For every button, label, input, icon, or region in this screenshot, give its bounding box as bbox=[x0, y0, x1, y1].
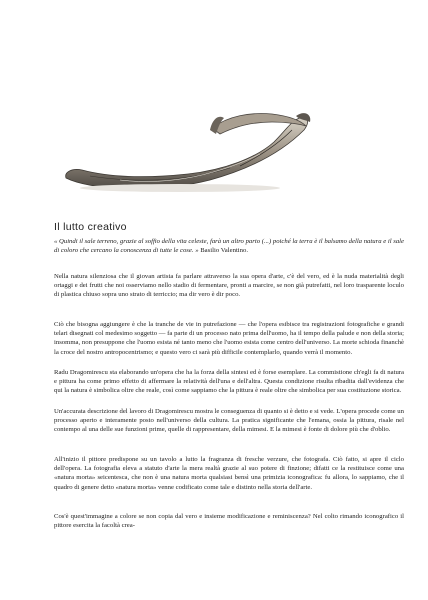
paragraph-6: Cos'è quest'immagine a colore se non copia dal vero e insieme modificazione e reminiscenza? Nel colto rimando iconografico il pittore esercita la facoltà crea- bbox=[54, 513, 404, 530]
paragraph-2: Ciò che bisogna aggiungere è che la tranche de vie in putrefazione — che l'opera esibisce tra registrazioni fotografiche e grandi telari disegnati col medesimo soggetto — fa parte di un processo nato prima dell'uomo, ha il tempo della palude e non della storia; insomma, non presuppone che l'uomo esista né tanto meno che l'uomo esista come centro dell'universo. La morte schioda financhè la croce del nostro antropocentrismo; e questo vero ci sarà più difficile contemplarlo, quando verrà il momento. bbox=[54, 321, 404, 356]
section-title: Il lutto creativo bbox=[54, 221, 127, 233]
paragraph-4: Un'accurata descrizione del lavoro di Dragomirescu mostra le conseguenza di quanto si è detto e si vede. L'opera procede come un processo aperto e interamente posto nell'universo della cultura. La pratica significante che l'emana, ossia la pittura, risale nel contempo al una delle sue funzioni prime, quelle di rappresentare, della mimesi. E la mimesi è fonte di dolore più che d'oblio. bbox=[54, 408, 404, 434]
paragraph-5: All'inizio il pittore predispone su un tavolo a lutto la fragranza di fresche verzure, che fotografa. Ciò fatto, si apre il ciclo dell'opera. La fotografia eleva a statuto d'arte la mera realtà grazie al suo potere di finzione; difatti ce la restituisce come una «natura morta» seicentesca, che non è una natura morta qualsiasi bensì una primizia iconografica: fu allora, lo sappiamo, che il quadro di genere detto «natura morta» venne codificato come tale e distinto nella storia dell'arte. bbox=[54, 456, 404, 491]
quote-text: « Quindi il sale terreno, grazie al soffio della vita celeste, farà un altro parto (...) poiché la terra è il balsamo della natura e il sale di coloro che cercano la conoscenza di tutte le cose. » bbox=[54, 238, 405, 255]
driftwood-artwork-image bbox=[60, 108, 320, 198]
epigraph-quote bbox=[54, 237, 404, 255]
quote-author: Basilio Valentino. bbox=[198, 247, 249, 255]
paragraph-3: Radu Dragomirescu sta elaborando un'opera che ha la forza della sintesi ed è forse esemplare. La commistione ch'egli fa di natura e pittura ha come primo effetto di affermare la relatività dell'una e dell'altra. Questa condizione risulta ribadita dall'evidenza che qui la natura è simbolica oltre che reale, così come sappiamo che la pittura è reale oltre che simbolica per sua costituzione storica. bbox=[54, 369, 404, 395]
paragraph-1: Nella natura silenziosa che il giovan artista fa parlare attraverso la sua opera d'arte, c'è del vero, ed è la nuda materialità degli ortaggi e dei frutti che noi osserviamo nello stadio di fermentare, pronti a marcire, se non già putrefatti, nel loro trasparente loculo di plastica chiuso sopra uno strato di terriccio; ma dir vero è dir poco. bbox=[54, 273, 404, 299]
